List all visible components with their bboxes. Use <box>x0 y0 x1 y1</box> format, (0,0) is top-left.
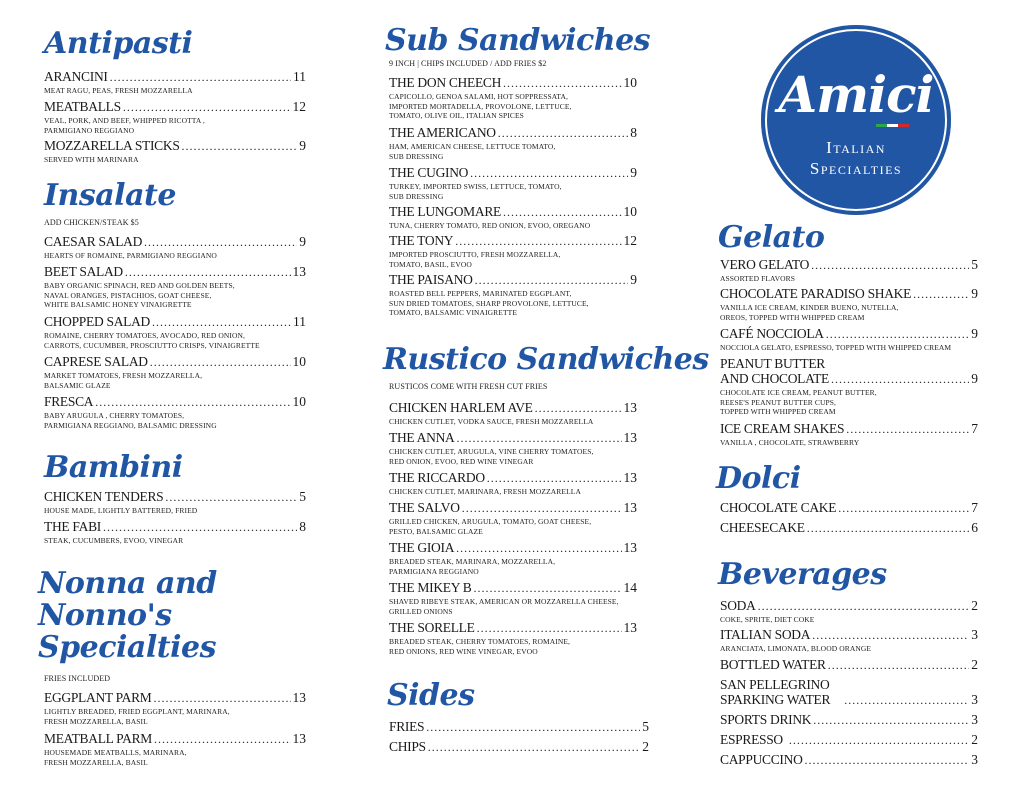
item-desc: NAVAL ORANGES, PISTACHIOS, GOAT CHEESE, <box>44 290 212 300</box>
item-desc: NOCCIOLA GELATO, ESPRESSO, TOPPED WITH WHIPPED CREAM <box>720 343 952 352</box>
menu-item-cafe-nocciola <box>720 326 978 353</box>
menu-item-beet-salad <box>44 264 306 310</box>
item-price: 9 <box>971 326 978 341</box>
section-sides <box>387 680 637 712</box>
item-name: CHOCOLATE CAKE <box>720 500 837 515</box>
item-price: 7 <box>971 500 978 515</box>
item-name: THE FABI <box>44 519 101 534</box>
item-desc: SUN DRIED TOMATOES, SHARP PROVOLONE, LETTUCE, <box>389 298 589 308</box>
item-price: 3 <box>971 752 978 767</box>
item-desc: CHOCOLATE ICE CREAM, PEANUT BUTTER, <box>720 388 877 397</box>
menu-item-eggplant-parm <box>44 690 306 726</box>
item-desc: LIGHTLY BREADED, FRIED EGGPLANT, MARINARA, <box>44 707 230 716</box>
section-title: Antipasti <box>44 26 193 61</box>
item-price: 13 <box>292 690 306 705</box>
menu-item-cappuccino <box>720 752 978 768</box>
item-price: 13 <box>292 731 306 746</box>
item-desc: CARROTS, CUCUMBER, PROSCIUTTO CRISPS, VINAIGRETTE <box>44 340 260 350</box>
item-name: AND CHOCOLATE <box>720 371 829 386</box>
item-desc: SHAVED RIBEYE STEAK, AMERICAN OR MOZZARELLA CHEESE, <box>389 597 619 606</box>
menu-item-sports-drink <box>720 712 978 728</box>
item-price: 13 <box>623 400 637 415</box>
item-price: 13 <box>623 430 637 445</box>
item-desc: TOMATO, BASIL, EVOO <box>389 259 472 269</box>
item-name: THE GIOIA <box>389 540 455 555</box>
item-desc: RED ONIONS, RED WINE VINEGAR, EVOO <box>389 646 538 656</box>
item-desc: STEAK, CUCUMBERS, EVOO, VINEGAR <box>44 536 184 545</box>
section-title-line: Specialties <box>38 630 216 665</box>
menu-item-the-fabi <box>44 519 306 546</box>
item-price: 9 <box>630 165 637 180</box>
item-name: THE MIKEY B <box>389 580 472 595</box>
item-name: ITALIAN SODA <box>720 627 811 642</box>
menu-item-tony <box>389 233 637 269</box>
menu-item-lungomare <box>389 204 637 231</box>
menu-item-the-anna <box>389 430 637 466</box>
item-price: 10 <box>623 75 637 90</box>
item-desc: FRESH MOZZARELLA, BASIL <box>44 716 148 726</box>
item-name: THE SALVO <box>389 500 460 515</box>
item-name: MEATBALL PARM <box>44 731 152 746</box>
item-desc: IMPORTED MORTADELLA, PROVOLONE, LETTUCE, <box>389 101 572 111</box>
menu-item-chicken-tenders <box>44 489 306 516</box>
item-price: 13 <box>292 264 306 279</box>
item-desc: ROMAINE, CHERRY TOMATOES, AVOCADO, RED ONION, <box>44 331 245 340</box>
section-title-line: Nonna and <box>38 566 217 601</box>
item-desc: SUB DRESSING <box>389 191 444 201</box>
item-desc: TOMATO, OLIVE OIL, ITALIAN SPICES <box>389 111 524 120</box>
logo-subtitle-line1: Italian <box>826 138 886 157</box>
item-name: THE DON CHEECH <box>389 75 502 90</box>
item-desc: SUB DRESSING <box>389 151 444 161</box>
menu-item-soda <box>720 598 978 625</box>
item-price: 5 <box>971 257 978 272</box>
item-name: CAESAR SALAD <box>44 234 143 249</box>
item-desc: BALSAMIC GLAZE <box>44 380 111 390</box>
item-desc: RED ONION, EVOO, RED WINE VINEGAR <box>389 456 534 466</box>
item-desc: ASSORTED FLAVORS <box>720 274 795 283</box>
menu-item-ice-cream-shakes <box>720 421 978 448</box>
item-desc: REESE'S PEANUT BUTTER CUPS, <box>720 397 837 407</box>
menu-item-the-mikey-b <box>389 580 637 616</box>
item-name: ARANCINI <box>44 69 108 84</box>
item-desc: OREOS, TOPPED WITH WHIPPED CREAM <box>720 312 865 322</box>
section-antipasti <box>44 28 306 60</box>
item-name: ICE CREAM SHAKES <box>720 421 845 436</box>
menu-item-san-pellegrino <box>720 677 978 708</box>
item-desc: ARANCIATA, LIMONATA, BLOOD ORANGE <box>720 644 872 653</box>
item-name: THE SORELLE <box>389 620 475 635</box>
section-title: Beverages <box>718 557 887 592</box>
item-name: THE LUNGOMARE <box>389 204 501 219</box>
item-desc: BREADED STEAK, CHERRY TOMATOES, ROMAINE, <box>389 637 571 646</box>
item-desc: CAPICOLLO, GENOA SALAMI, HOT SOPPRESSATA, <box>389 92 569 101</box>
item-desc: TUNA, CHERRY TOMATO, RED ONION, EVOO, OREGANO <box>389 221 591 230</box>
menu-item-the-salvo <box>389 500 637 536</box>
section-insalate <box>44 180 306 228</box>
item-price: 3 <box>971 627 978 642</box>
item-name: SPARKING WATER <box>720 692 831 707</box>
menu-item-chopped-salad <box>44 314 306 350</box>
item-name-line1: SAN PELLEGRINO <box>720 677 830 692</box>
item-price: 8 <box>299 519 306 534</box>
item-desc: BABY ARUGULA , CHERRY TOMATOES, <box>44 411 185 420</box>
logo-wordmark: Amici <box>778 65 934 124</box>
item-price: 12 <box>292 99 306 114</box>
item-desc: GRILLED ONIONS <box>389 606 453 616</box>
item-price: 10 <box>623 204 637 219</box>
item-name: EGGPLANT PARM <box>44 690 152 705</box>
item-desc: PARMIGIANA REGGIANO <box>389 566 479 576</box>
menu-item-arancini <box>44 69 306 96</box>
item-name: VERO GELATO <box>720 257 810 272</box>
item-name: THE AMERICANO <box>389 125 496 140</box>
item-desc: BABY ORGANIC SPINACH, RED AND GOLDEN BEETS, <box>44 281 235 290</box>
menu-item-caesar-salad <box>44 234 306 261</box>
item-price: 11 <box>293 314 306 329</box>
item-name: FRIES <box>389 719 425 734</box>
item-price: 2 <box>971 598 978 613</box>
item-name: THE ANNA <box>389 430 455 445</box>
item-name: CHOCOLATE PARADISO SHAKE <box>720 286 912 301</box>
section-title: Dolci <box>716 461 801 496</box>
item-desc: PARMIGIANA REGGIANO, BALSAMIC DRESSING <box>44 420 217 430</box>
item-desc: CHICKEN CUTLET, VODKA SAUCE, FRESH MOZZARELLA <box>389 417 594 426</box>
menu-item-italian-soda <box>720 627 978 654</box>
item-price: 2 <box>642 739 649 754</box>
section-note: ADD CHICKEN/STEAK $5 <box>44 218 139 227</box>
item-price: 12 <box>623 233 637 248</box>
italian-flag-stripe <box>876 124 909 127</box>
item-price: 9 <box>971 371 978 386</box>
section-title: Bambini <box>44 450 183 485</box>
item-name: BEET SALAD <box>44 264 123 279</box>
section-bambini <box>44 452 306 484</box>
rustico-note <box>389 382 637 392</box>
nonna-note <box>44 674 306 684</box>
item-name-line1: PEANUT BUTTER <box>720 356 825 371</box>
item-price: 3 <box>971 712 978 727</box>
menu-item-americano <box>389 125 637 161</box>
item-desc: FRESH MOZZARELLA, BASIL <box>44 757 148 767</box>
item-price: 13 <box>623 540 637 555</box>
item-desc: TURKEY, IMPORTED SWISS, LETTUCE, TOMATO, <box>389 182 562 191</box>
item-price: 9 <box>299 234 306 249</box>
menu-item-fries <box>389 719 649 735</box>
menu-item-paisano <box>389 272 637 318</box>
menu-item-don-cheech <box>389 75 637 121</box>
item-desc: CHICKEN CUTLET, ARUGULA, VINE CHERRY TOMATOES, <box>389 447 594 456</box>
item-name: CHIPS <box>389 739 426 754</box>
section-title: Sub Sandwiches <box>385 23 651 58</box>
section-title: Sides <box>387 678 475 713</box>
item-name: SODA <box>720 598 756 613</box>
item-price: 2 <box>971 732 978 747</box>
menu-item-the-riccardo <box>389 470 637 497</box>
item-desc: TOMATO, BALSAMIC VINAIGRETTE <box>389 308 518 317</box>
item-price: 9 <box>630 272 637 287</box>
item-name: THE RICCARDO <box>389 470 485 485</box>
menu-item-espresso <box>720 732 978 748</box>
menu-item-chocolate-cake <box>720 500 978 516</box>
section-title: Insalate <box>44 178 176 213</box>
item-price: 10 <box>292 354 306 369</box>
section-note: FRIES INCLUDED <box>44 674 111 683</box>
section-dolci <box>716 463 978 495</box>
item-price: 2 <box>971 657 978 672</box>
menu-item-meatballs <box>44 99 306 135</box>
menu-item-meatball-parm <box>44 731 306 767</box>
item-price: 11 <box>293 69 306 84</box>
item-name: CHICKEN HARLEM AVE <box>389 400 533 415</box>
item-name: MEATBALLS <box>44 99 121 114</box>
amici-logo <box>761 25 951 215</box>
item-name: THE TONY <box>389 233 454 248</box>
section-title: Rustico Sandwiches <box>383 342 709 377</box>
item-desc: TOPPED WITH WHIPPED CREAM <box>720 407 836 416</box>
item-price: 3 <box>971 692 978 707</box>
item-desc: SERVED WITH MARINARA <box>44 155 139 164</box>
item-desc: HEARTS OF ROMAINE, PARMIGIANO REGGIANO <box>44 251 217 260</box>
item-price: 9 <box>971 286 978 301</box>
item-desc: HOUSEMADE MEATBALLS, MARINARA, <box>44 748 187 757</box>
item-name: SPORTS DRINK <box>720 712 812 727</box>
menu-item-chips <box>389 739 649 755</box>
section-beverages <box>718 559 978 591</box>
item-price: 8 <box>630 125 637 140</box>
menu-item-the-gioia <box>389 540 637 576</box>
logo-subtitle-line2: Specialties <box>809 159 903 178</box>
item-desc: ROASTED BELL PEPPERS, MARINATED EGGPLANT, <box>389 289 572 298</box>
menu-item-cugino <box>389 165 637 201</box>
menu-item-chocolate-paradiso-shake <box>720 286 978 322</box>
item-name: ESPRESSO <box>720 732 783 747</box>
section-title-line: Nonno's <box>38 598 172 633</box>
item-name: CAPRESE SALAD <box>44 354 148 369</box>
item-desc: COKE, SPRITE, DIET COKE <box>720 615 815 624</box>
item-price: 13 <box>623 470 637 485</box>
item-desc: CHICKEN CUTLET, MARINARA, FRESH MOZZARELLA <box>389 487 581 496</box>
item-desc: MARKET TOMATOES, FRESH MOZZARELLA, <box>44 371 203 380</box>
item-price: 6 <box>971 520 978 535</box>
item-name: CHOPPED SALAD <box>44 314 150 329</box>
section-title: Gelato <box>718 220 825 255</box>
section-subs <box>385 23 651 58</box>
item-desc: HOUSE MADE, LIGHTLY BATTERED, FRIED <box>44 506 198 515</box>
subs-note <box>389 59 637 69</box>
menu-item-cheesecake <box>720 520 978 536</box>
menu-item-vero-gelato <box>720 257 978 284</box>
item-price: 10 <box>292 394 306 409</box>
item-price: 13 <box>623 500 637 515</box>
item-name: CAFÉ NOCCIOLA <box>720 326 824 341</box>
menu-item-mozzarella-sticks <box>44 138 306 165</box>
item-desc: PESTO, BALSAMIC GLAZE <box>389 526 483 536</box>
item-desc: BREADED STEAK, MARINARA, MOZZARELLA, <box>389 557 556 566</box>
item-desc: MEAT RAGU, PEAS, FRESH MOZZARELLA <box>44 86 193 95</box>
menu-item-fresca <box>44 394 306 430</box>
section-note: RUSTICOS COME WITH FRESH CUT FRIES <box>389 382 548 391</box>
item-name: CAPPUCCINO <box>720 752 803 767</box>
menu-item-caprese-salad <box>44 354 306 390</box>
menu-item-bottled-water <box>720 657 978 673</box>
item-name: CHICKEN TENDERS <box>44 489 164 504</box>
item-price: 13 <box>623 620 637 635</box>
item-price: 7 <box>971 421 978 436</box>
item-desc: VANILLA ICE CREAM, KINDER BUENO, NUTELLA, <box>720 303 899 312</box>
menu-item-the-sorelle <box>389 620 637 656</box>
section-rustico <box>383 342 709 377</box>
item-name: CHEESECAKE <box>720 520 805 535</box>
menu-item-chicken-harlem-ave <box>389 400 637 427</box>
item-desc: VANILLA , CHOCOLATE, STRAWBERRY <box>720 438 860 447</box>
item-name: MOZZARELLA STICKS <box>44 138 180 153</box>
item-name: FRESCA <box>44 394 94 409</box>
item-desc: HAM, AMERICAN CHEESE, LETTUCE TOMATO, <box>389 142 556 151</box>
item-name: THE PAISANO <box>389 272 473 287</box>
item-desc: VEAL, PORK, AND BEEF, WHIPPED RICOTTA , <box>44 116 205 125</box>
item-price: 5 <box>642 719 649 734</box>
section-note: 9 INCH | CHIPS INCLUDED / ADD FRIES $2 <box>389 59 547 68</box>
item-desc: PARMIGIANO REGGIANO <box>44 125 135 135</box>
item-name: BOTTLED WATER <box>720 657 826 672</box>
item-price: 9 <box>299 138 306 153</box>
item-desc: IMPORTED PROSCIUTTO, FRESH MOZZARELLA, <box>389 250 561 259</box>
menu-item-peanut-butter-chocolate <box>720 356 978 417</box>
item-name: THE CUGINO <box>389 165 469 180</box>
item-price: 5 <box>299 489 306 504</box>
section-nonna <box>38 568 306 664</box>
item-price: 14 <box>623 580 637 595</box>
section-gelato <box>718 222 978 254</box>
item-desc: GRILLED CHICKEN, ARUGULA, TOMATO, GOAT CHEESE, <box>389 517 592 526</box>
item-desc: WHITE BALSAMIC HONEY VINAIGRETTE <box>44 300 192 309</box>
